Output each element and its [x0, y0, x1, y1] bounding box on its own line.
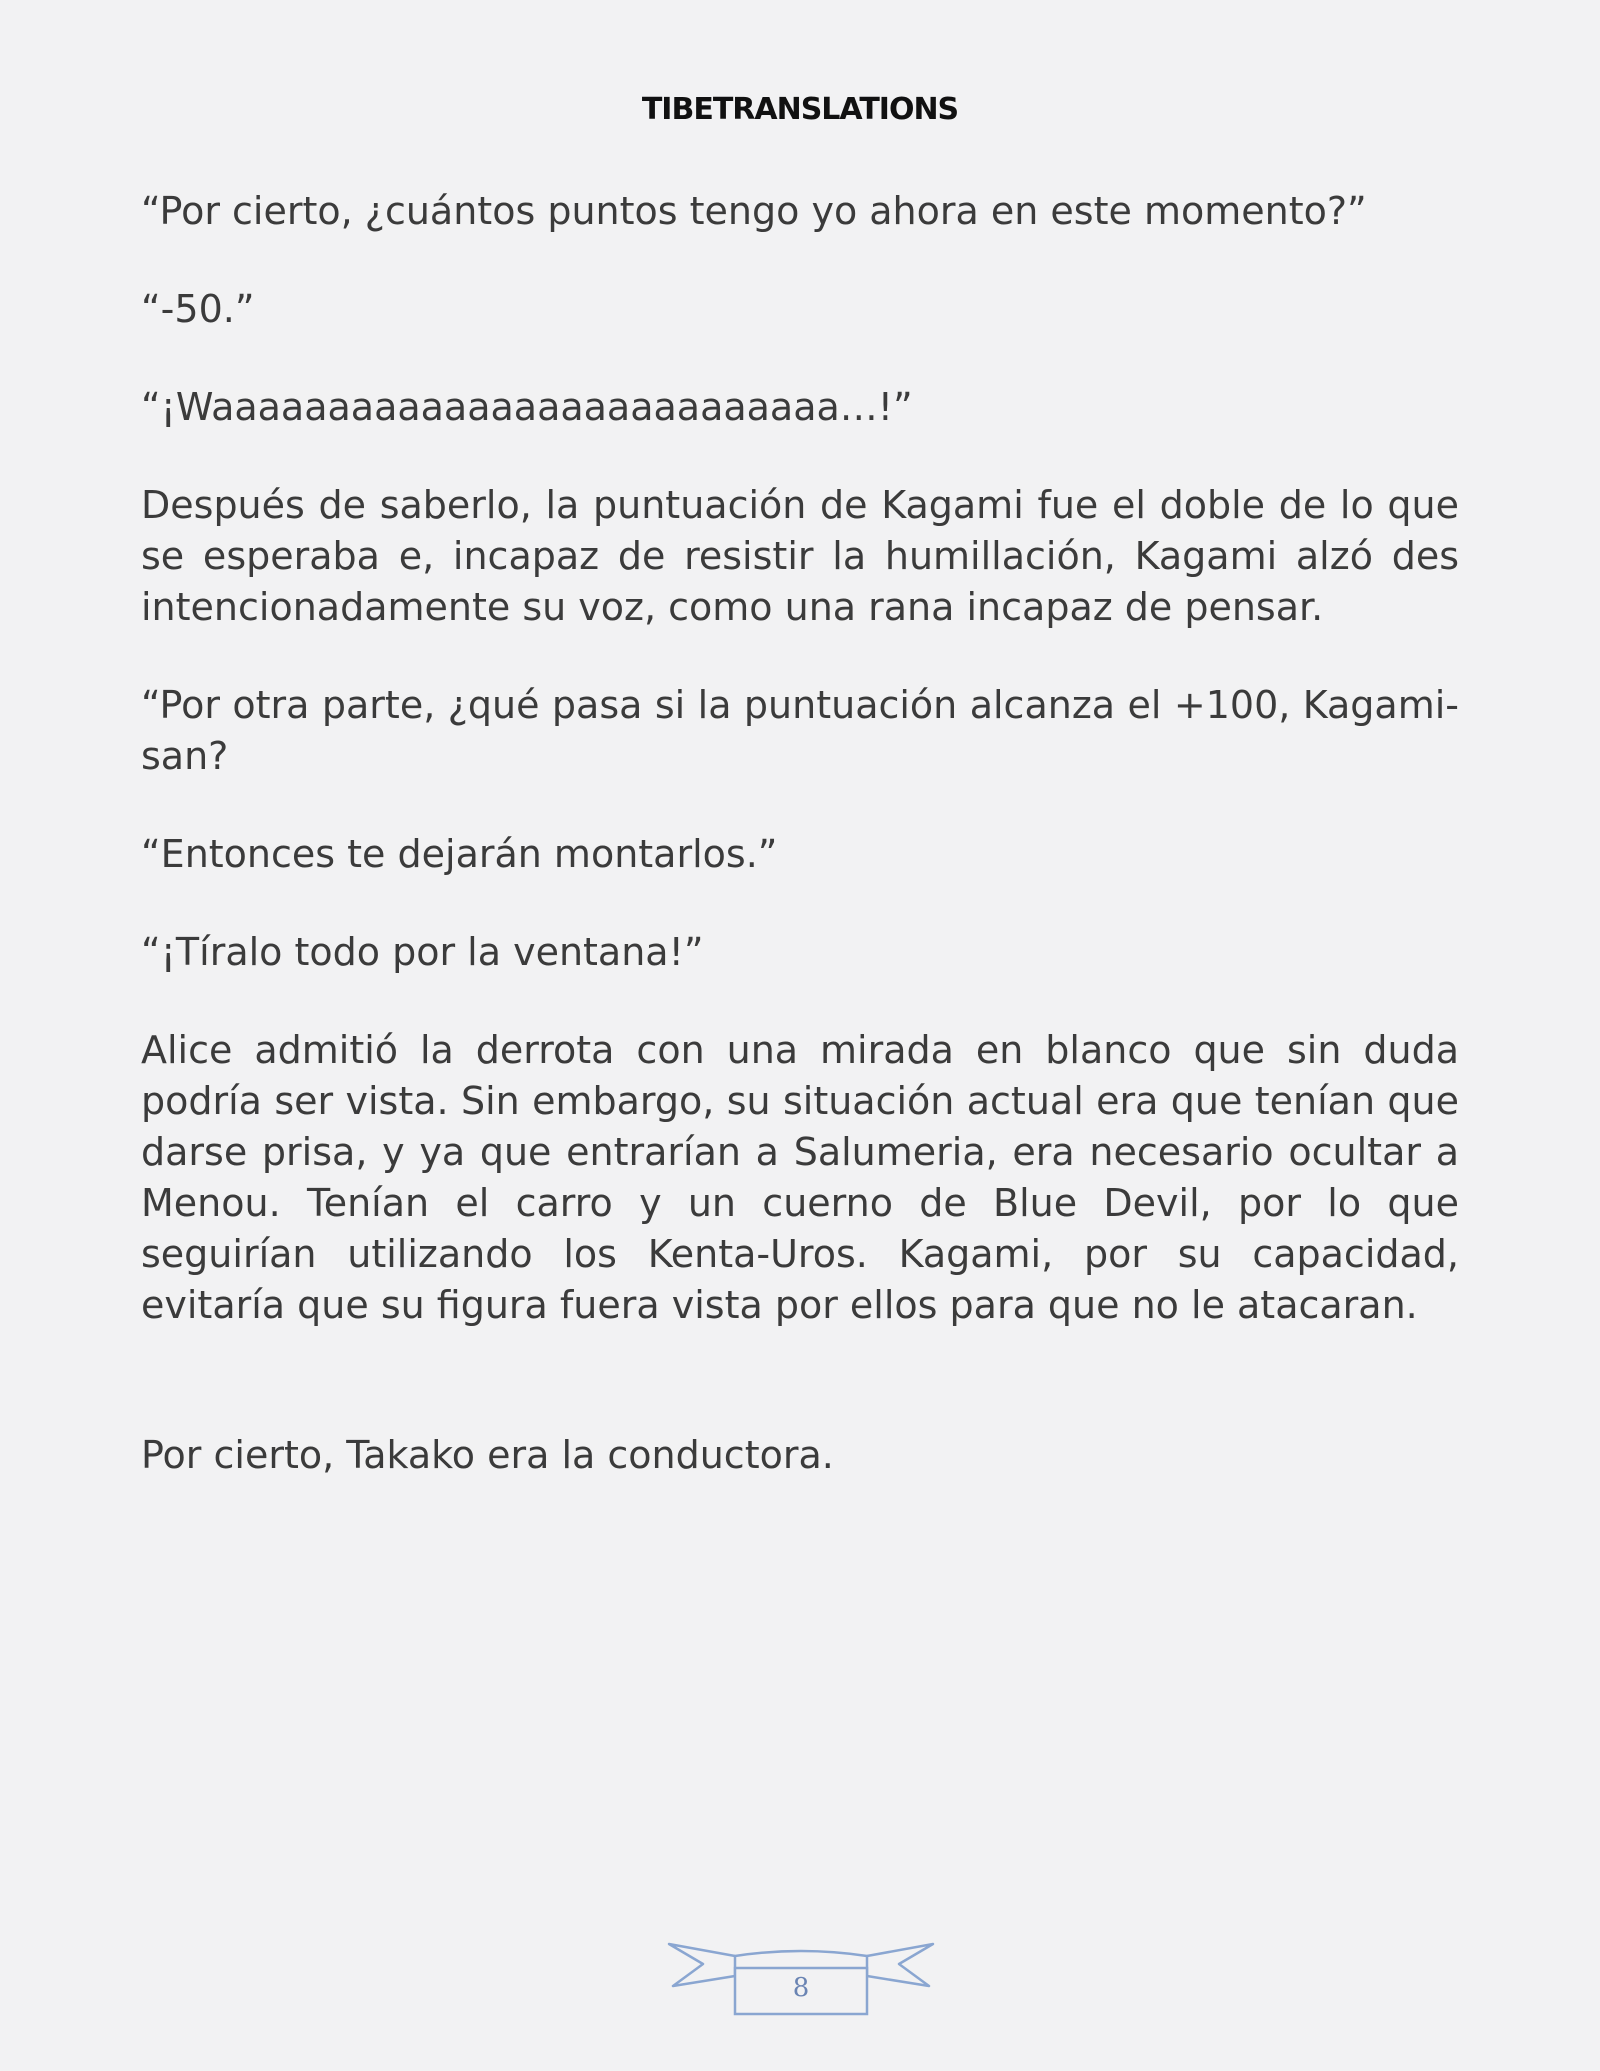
- paragraph-3: “¡Waaaaaaaaaaaaaaaaaaaaaaaaaaa…!”: [141, 385, 913, 429]
- paragraph-4: Después de saberlo, la puntuación de Kagami fue el doble de lo que se esperaba e, incapaz de resistir la humillación, Kagami alzó des intencionadamente su voz, como una rana incapaz de pensar.: [141, 483, 1459, 629]
- paragraph-2: “-50.”: [141, 287, 255, 331]
- paragraph-7: “¡Tíralo todo por la ventana!”: [141, 930, 704, 974]
- paragraph-8: Alice admitió la derrota con una mirada en blanco que sin duda podría ser vista. Sin embargo, su situación actual era que tenían que darse prisa, y ya que entrarían a Salumeria, era necesario ocultar a Menou. Tenían el carro y un cuerno de Blue Devil, por lo que seguirían utilizando los Kenta-Uros. Kagami, por su capacidad, evitaría que su figura fuera vista por ellos para que no le atacaran.: [141, 1028, 1459, 1327]
- header-logo-text: TIBETRANSLATIONS: [641, 92, 959, 127]
- page-number: 8: [792, 1973, 810, 2003]
- paragraph-1: “Por cierto, ¿cuántos puntos tengo yo ahora en este momento?”: [141, 189, 1367, 233]
- paragraph-9: Por cierto, Takako era la conductora.: [141, 1433, 834, 1477]
- paragraph-6: “Entonces te dejarán montarlos.”: [141, 832, 778, 876]
- paragraph-5: “Por otra parte, ¿qué pasa si la puntuación alcanza el +100, Kagami-san?: [141, 683, 1459, 778]
- document-body: [141, 186, 1459, 1528]
